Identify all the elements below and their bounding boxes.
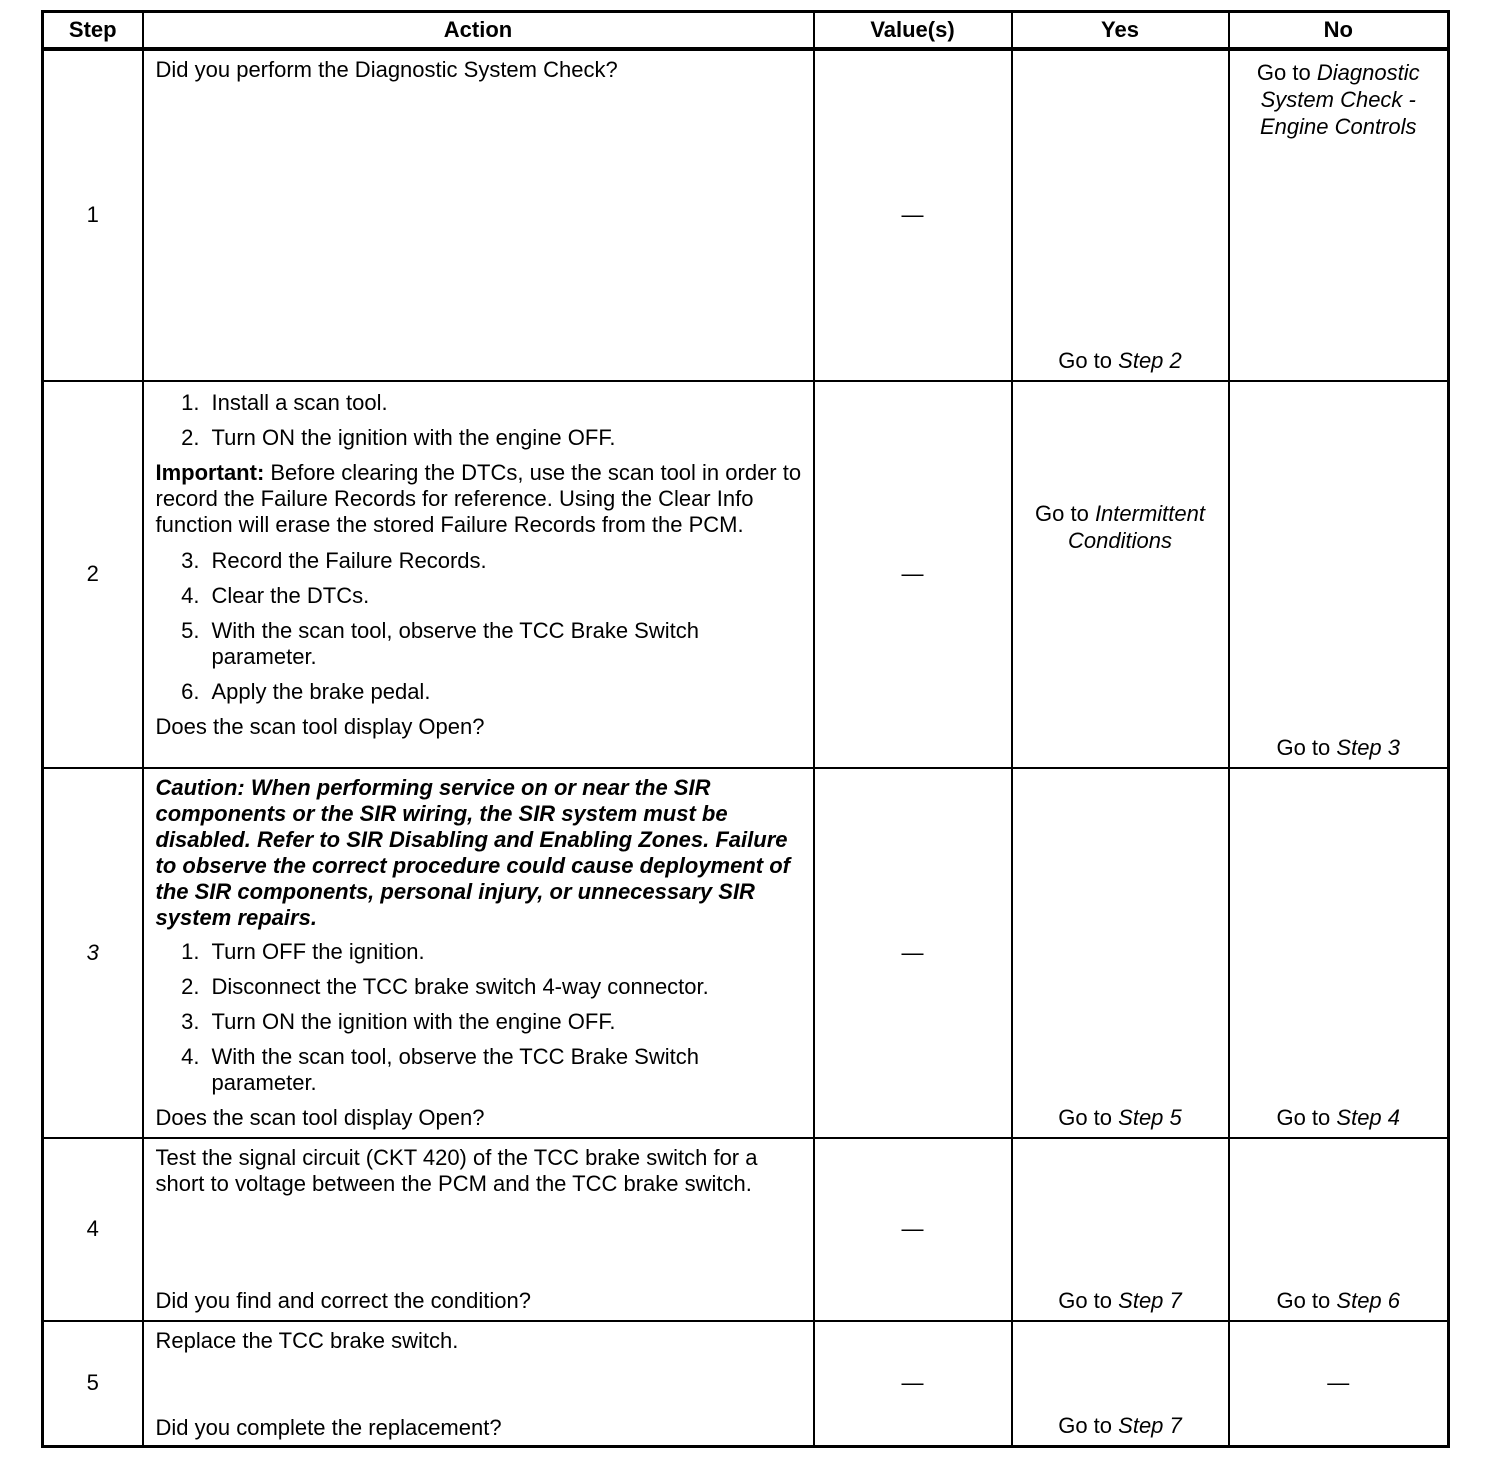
value-dash: —	[901, 1370, 924, 1396]
action-cell	[143, 49, 814, 381]
list-item	[156, 548, 803, 574]
item-text: Turn OFF the ignition.	[211, 938, 425, 964]
value-dash: —	[901, 202, 924, 227]
question-text: Did you find and correct the condition?	[155, 1287, 531, 1313]
header-step: Step	[43, 12, 143, 49]
yes-goto[interactable]	[1013, 1288, 1228, 1314]
item-number: 6.	[181, 678, 200, 704]
yes-goto[interactable]	[1013, 1413, 1228, 1439]
value-cell	[814, 381, 1012, 768]
action-cell	[143, 1138, 814, 1321]
item-number: 2.	[181, 424, 200, 450]
no-target-line-1: Diagnostic	[1316, 59, 1420, 85]
list-item	[156, 679, 803, 705]
yes-target: Step 7	[1118, 1413, 1182, 1438]
substep-list	[156, 939, 803, 1096]
no-cell	[1229, 49, 1449, 381]
caution-note: Caution: When performing service on or near the SIR components or the SIR wiring, the SIR system must be disabled. Refer to SIR Disabling and Enabling Zones. Failure to observe the correct procedure could cause deployment of the SIR components, personal injury, or unnecessary SIR system repairs.	[155, 774, 790, 930]
question-text: Did you complete the replacement?	[155, 1415, 502, 1440]
goto-label: Go to	[1276, 1104, 1331, 1130]
item-number: 4.	[181, 582, 200, 608]
step-number: 5	[43, 1321, 143, 1447]
value-dash: —	[901, 939, 924, 965]
item-number: 3.	[181, 1008, 200, 1034]
no-target-line-3: Engine Controls	[1259, 113, 1417, 139]
no-cell	[1229, 768, 1449, 1138]
question-text: Did you perform the Diagnostic System Check?	[155, 56, 618, 82]
item-text: Disconnect the TCC brake switch 4-way connector.	[211, 973, 709, 999]
value-dash: —	[901, 561, 924, 586]
substep-list	[156, 548, 803, 705]
yes-cell	[1012, 381, 1229, 768]
header-no: No	[1229, 12, 1449, 49]
yes-target-line-2: Conditions	[1068, 527, 1172, 553]
yes-goto[interactable]	[1013, 1105, 1228, 1131]
header-values: Value(s)	[814, 12, 1012, 49]
list-item	[156, 1009, 803, 1035]
table-row	[43, 1138, 1449, 1321]
step-number: 2	[43, 381, 143, 768]
goto-label: Go to	[1058, 1413, 1113, 1438]
action-cell	[143, 1321, 814, 1447]
diagnostic-table	[41, 10, 1450, 1448]
yes-cell	[1012, 49, 1229, 381]
substep-list	[156, 390, 803, 451]
value-cell	[814, 1321, 1012, 1447]
header-action: Action	[143, 12, 814, 49]
yes-target-line-1: Intermittent	[1094, 500, 1205, 526]
item-number: 2.	[181, 973, 200, 999]
yes-cell	[1012, 1138, 1229, 1321]
yes-cell	[1012, 768, 1229, 1138]
table-row	[43, 768, 1449, 1138]
action-cell	[143, 381, 814, 768]
table-row	[43, 381, 1449, 768]
list-item	[156, 390, 803, 416]
important-text: Before clearing the DTCs, use the scan tool in order to record the Failure Records for reference. Using the Clear Info function will erase the stored Failure Records from the PCM.	[155, 459, 802, 537]
item-text: With the scan tool, observe the TCC Brake Switch parameter.	[211, 1043, 699, 1095]
list-item	[156, 583, 803, 609]
step-number: 4	[43, 1138, 143, 1321]
list-item	[156, 1044, 803, 1096]
no-goto[interactable]	[1230, 735, 1448, 761]
step-number-text: 3	[86, 939, 99, 965]
value-cell	[814, 49, 1012, 381]
list-item	[156, 618, 803, 670]
value-dash: —	[901, 1216, 924, 1241]
table-row	[43, 49, 1449, 381]
goto-label: Go to	[1058, 1287, 1113, 1313]
action-cell	[143, 768, 814, 1138]
value-cell	[814, 1138, 1012, 1321]
question-text: Does the scan tool display Open?	[155, 1104, 485, 1130]
important-note	[156, 460, 803, 538]
question-text: Does the scan tool display Open?	[155, 713, 485, 739]
important-label: Important:	[155, 459, 265, 485]
yes-target: Step 5	[1118, 1104, 1182, 1130]
yes-target: Step 7	[1118, 1287, 1182, 1313]
goto-label: Go to	[1035, 500, 1089, 526]
item-text: Turn ON the ignition with the engine OFF.	[211, 424, 616, 450]
yes-cell	[1012, 1321, 1229, 1447]
item-number: 1.	[181, 389, 200, 415]
no-target: Step 3	[1336, 734, 1401, 760]
action-text: Replace the TCC brake switch.	[155, 1327, 459, 1353]
yes-goto[interactable]	[1013, 348, 1228, 374]
goto-label: Go to	[1276, 1287, 1331, 1313]
list-item	[156, 425, 803, 451]
action-text: Test the signal circuit (CKT 420) of the TCC brake switch for a short to voltage between the PCM and the TCC brake switch.	[155, 1144, 758, 1196]
no-cell	[1229, 381, 1449, 768]
no-cell	[1229, 1321, 1449, 1447]
goto-label: Go to	[1058, 347, 1113, 373]
item-number: 3.	[181, 547, 200, 573]
item-number: 5.	[181, 617, 200, 643]
item-number: 4.	[181, 1043, 200, 1069]
no-cell	[1229, 1138, 1449, 1321]
step-number	[43, 768, 143, 1138]
table-row	[43, 1321, 1449, 1447]
list-item	[156, 939, 803, 965]
item-text: Install a scan tool.	[211, 389, 388, 415]
item-text: Record the Failure Records.	[211, 547, 487, 573]
yes-target: Step 2	[1118, 347, 1182, 373]
item-number: 1.	[181, 938, 200, 964]
value-cell	[814, 768, 1012, 1138]
goto-label: Go to	[1276, 734, 1331, 760]
item-text: Clear the DTCs.	[211, 582, 370, 608]
value-dash: —	[1327, 1370, 1350, 1396]
header-row	[43, 12, 1449, 49]
item-text: Apply the brake pedal.	[211, 678, 431, 704]
item-text: Turn ON the ignition with the engine OFF.	[211, 1008, 616, 1034]
goto-label: Go to	[1256, 59, 1311, 85]
no-goto[interactable]	[1230, 1105, 1448, 1131]
no-goto[interactable]	[1230, 51, 1448, 140]
no-target: Step 6	[1336, 1287, 1401, 1313]
no-target: Step 4	[1336, 1104, 1401, 1130]
item-text: With the scan tool, observe the TCC Brake Switch parameter.	[211, 617, 699, 669]
no-goto[interactable]	[1230, 1288, 1448, 1314]
yes-goto[interactable]	[1013, 500, 1228, 554]
header-yes: Yes	[1012, 12, 1229, 49]
no-target-line-2: System Check -	[1260, 86, 1416, 112]
goto-label: Go to	[1058, 1104, 1113, 1130]
step-number: 1	[43, 49, 143, 381]
list-item	[156, 974, 803, 1000]
